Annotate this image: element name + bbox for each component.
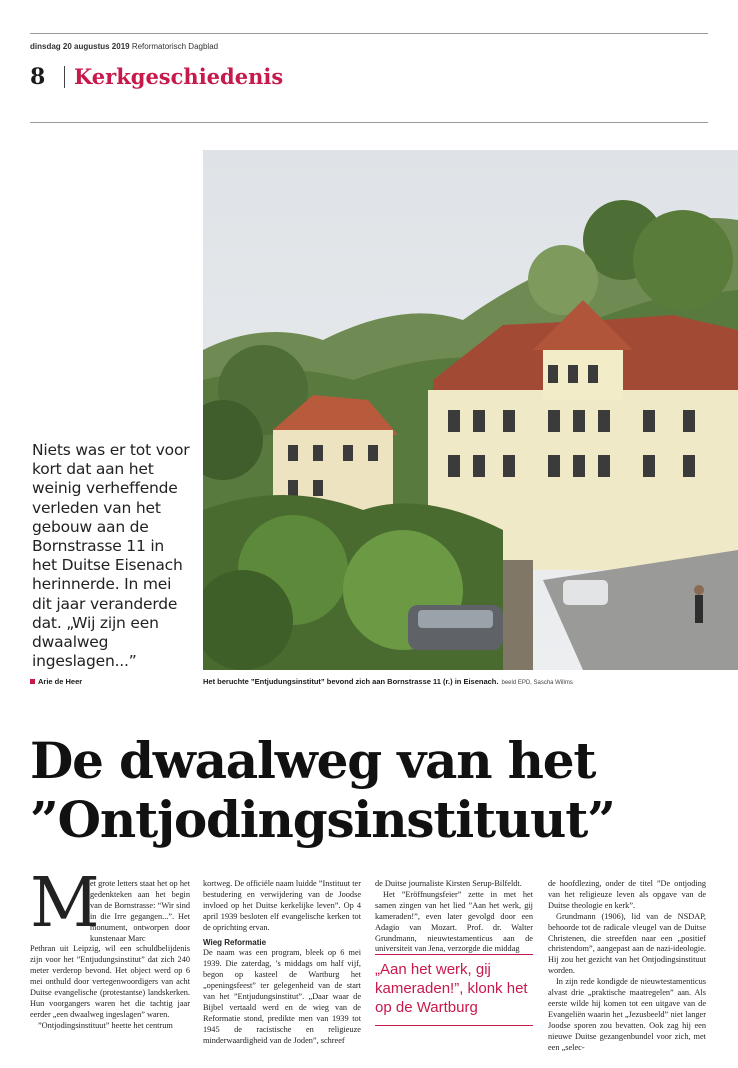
column-2-para-2: De naam was een program, bleek op 6 mei 1939. Die zaterdag, ’s middags om half vijf, begon op kasteel de Wartburg het „openingsfeest” ter gelegenheid van de start van het ”Entjudungsinstitut”. „Daar waar de Bijbel vertaald werd en de wieg van de Reformatie stond, predikte men van 1939 tot 1945 de racistische en religieuze minderwaardigheid van de Joden”, schreef: [203, 948, 361, 1045]
column-1-lead: et grote letters staat het op het gedenkteken aan het begin van de Bornstrasse: “Wir sind in die Irre gegangen...”. Het monument, ontworpen door kunstenaar Marc: [90, 879, 190, 943]
column-1-body: Pethran uit Leipzig, wil een schuldbelijdenis zijn voor het ”Entjudungsinstitut” dat zich 240 meter verderop bevond. Het object werd op 6 mei onthuld door vertegenwoordigers van acht Duitse evangelische (protestantse) landskerken. Hun voorgangers waren het die tachtig jaar eerder „een dwaalweg ingeslagen” waren.: [30, 944, 190, 1019]
column-3-para-2: Het ”Eröffnungsfeier” zette in met het samen zingen van het lied ”Aan het werk, gij kameraden!”, even later gevolgd door een Adagio van Mozart. Prof. dr. Walter Grundmann, nieuwtestamenticus aan de universiteit van Jena, verzorgde die middag: [375, 889, 533, 954]
page-number: 8: [30, 64, 46, 90]
villa-illustration: [203, 150, 738, 670]
photo-credit: beeld EPD, Sascha Willms: [501, 680, 573, 686]
dateline: [30, 42, 218, 51]
drop-cap: M: [30, 864, 100, 943]
photo-caption: [203, 677, 573, 686]
section-separator: [64, 66, 65, 88]
column-4-para-2: Grundmann (1906), lid van de NSDAP, behoorde tot de radicale vleugel van de Duitse Christenen, die streefden naar een „positief christendom”, aangepast aan de nazi-ideologie. Hij zou het gezicht van het Ontjodingsinstituut worden.: [548, 911, 706, 976]
author-name: Arie de Heer: [38, 677, 83, 686]
headline-line-2: ”Ontjodingsinstituut”: [30, 790, 615, 849]
body-column-2: [203, 879, 361, 1047]
byline-marker-icon: [30, 679, 35, 684]
top-rule: [30, 33, 708, 34]
publication-name: Reformatorisch Dagblad: [131, 42, 219, 51]
column-2-para-1: kortweg. De officiële naam luidde ”Instituut ter bestudering en verwijdering van de Joodse invloed op het Duitse kerkelijke leven”. Op 4 april 1939 besloten elf evangelische kerken tot de oprichting ervan.: [203, 879, 361, 932]
section-rule: [30, 122, 708, 123]
issue-date: dinsdag 20 augustus 2019: [30, 42, 130, 51]
byline: [30, 677, 82, 686]
body-column-4: [548, 879, 706, 1054]
pull-quote-text: „Aan het werk, gij kameraden!”, klonk het op de Wartburg: [375, 961, 528, 1016]
article-photo: [203, 150, 738, 670]
subheading: Wieg Reformatie: [203, 937, 267, 947]
column-4-para-3: In zijn rede kondigde de nieuwtestamenticus alvast drie „praktische maatregelen” aan. Als eerste wilde hij komen tot een uitgave van de Evangeliën waarin het „Jezusbeeld” niet langer Joodse sporen zou bevatten. Ook zag hij een nieuwe Duitse gezangenbundel voor zich, met een „selec-: [548, 977, 706, 1052]
column-4-para-1: de hoofdlezing, onder de titel ”De ontjoding van het religieuze leven als opgave van de Duitse theologie en kerk”.: [548, 879, 706, 910]
column-1-last: ”Ontjodingsinstituut” heette het centrum: [38, 1020, 173, 1030]
body-column-3: [375, 879, 533, 955]
pull-quote: [375, 954, 533, 1026]
body-column-1: [30, 864, 190, 1032]
caption-text: Het beruchte ”Entjudungsinstitut” bevond zich aan Bornstrasse 11 (r.) in Eisenach.: [203, 677, 499, 686]
headline: [30, 731, 730, 849]
headline-line-1: De dwaalweg van het: [30, 731, 596, 790]
section-title: Kerkgeschiedenis: [74, 64, 284, 89]
article-intro: Niets was er tot voor kort dat aan het weinig verheffende verleden van het gebouw aan de Bornstrasse 11 in het Duitse Eisenach herinnerde. In mei dit jaar veranderde dat. „Wij zijn een dwaalweg ingeslagen...”: [32, 441, 190, 671]
column-3-para-1: de Duitse journaliste Kirsten Serup-Bilfeldt.: [375, 879, 522, 888]
